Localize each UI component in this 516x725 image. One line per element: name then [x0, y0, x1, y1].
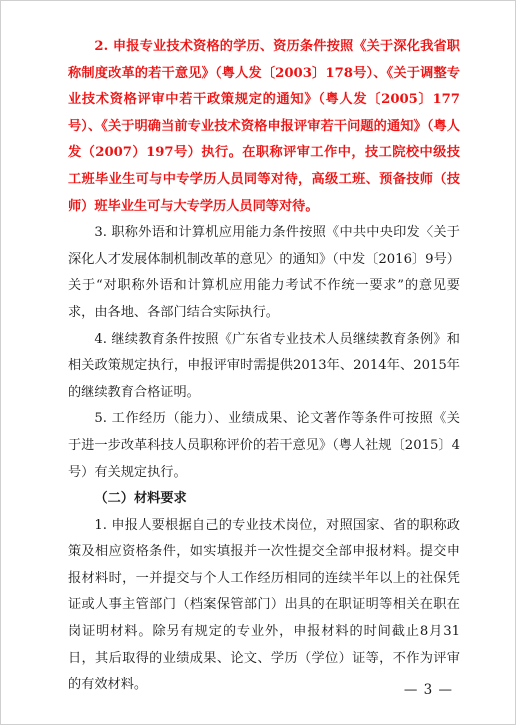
section-heading-material-requirements: （二）材料要求 — [94, 491, 187, 507]
paragraph-work-experience: 5. 工作经历（能力）、业绩成果、论文著作等条件可按照《关于进一步改革科技人员职称评价的若干意见》（粤人社规〔2015〕4号）有关规定执行。 — [68, 411, 460, 480]
document-body — [68, 34, 460, 699]
paragraph-continuing-education: 4. 继续教育条件按照《广东省专业技术人员继续教育条例》和相关政策规定执行，申报评审时需提供2013年、2014年、2015年的继续教育合格证明。 — [68, 331, 460, 400]
paragraph-material-submission: 1. 申报人要根据自己的专业技术岗位，对照国家、省的职称政策及相应资格条件，如实填报并一次性提交全部申报材料。提交申报材料时，一并提交与个人工作经历相同的连续半年以上的社保凭证或人事主管部门（档案保管部门）出具的在职证明等相关在职在岗证明材料。除另有规定的专业外，申报材料的时间截止8月31日，其后取得的业绩成果、论文、学历（学位）证等，不作为评审的有效材料。 — [68, 517, 460, 693]
paragraph-qualification-conditions: 2. 申报专业技术资格的学历、资历条件按照《关于深化我省职称制度改革的若干意见》（粤人发〔2003〕178号）、《关于调整专业技术资格评审中若干政策规定的通知》（粤人发〔2005〕177号）、《关于明确当前专业技术资格申报评审若干问题的通知》（粤人发（2007）197号）执行。在职称评审工作中，技工院校中级技工班毕业生可与中专学历人员同等对待，高级工班、预备技师（技师）班毕业生可与大专学历人员同等对待。 — [68, 39, 460, 214]
page-number: — 3 — — [403, 682, 453, 698]
paragraph-language-computer-conditions: 3. 职称外语和计算机应用能力条件按照《中共中央印发〈关于深化人才发展体制机制改革的意见〉的通知》（中发〔2016〕9号）关于“对职称外语和计算机应用能力考试不作统一要求”的意见要求，由各地、各部门结合实际执行。 — [68, 225, 460, 320]
